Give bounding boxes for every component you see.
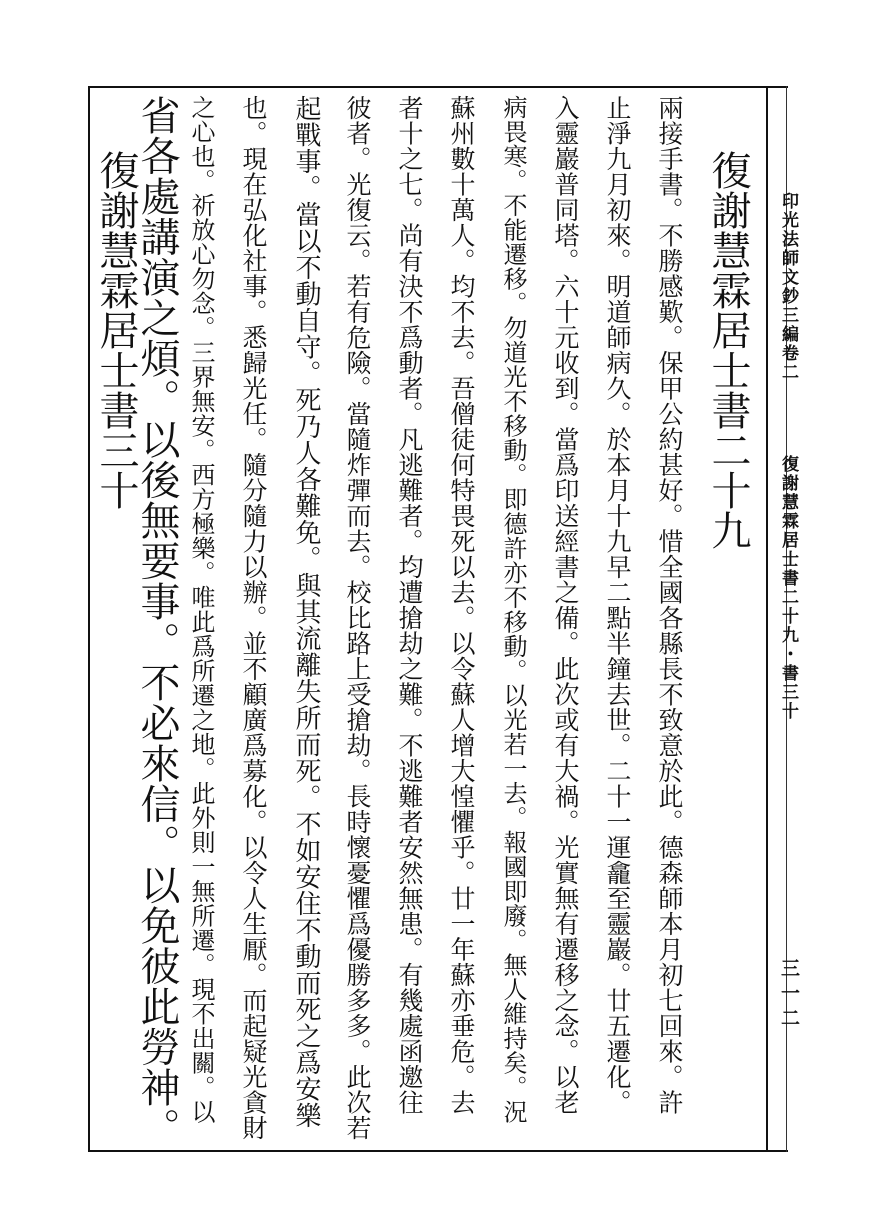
frame-bottom-rule xyxy=(88,1150,788,1152)
frame-top-rule xyxy=(88,86,788,88)
body-line: 彼者。光復云。若有危險。當隨炸彈而去。校比路上受搶劫。長時懷憂懼爲優勝多多。此次若 xyxy=(343,95,372,1141)
body-line: 入靈巖普同塔。六十元收到。當爲印送經書之備。此次或有大禍。光實無有遷移之念。以老 xyxy=(551,95,580,1115)
letter-29-title: 復謝慧霖居士書二十九 xyxy=(705,150,751,550)
margin-divider-rule xyxy=(766,86,768,1152)
body-line: 止淨九月初來。明道師病久。於本月十九早二點半鐘去世。二十一運龕至靈巖。廿五遷化。 xyxy=(603,95,632,1115)
body-line: 也。現在弘化社事。悉歸光任。隨分隨力以辦。並不顧廣爲募化。以令人生厭。而起疑光貪財 xyxy=(239,95,268,1141)
page-number: 三一二 xyxy=(778,958,800,1033)
body-line: 病畏寒。不能遷移。勿道光不移動。即德許亦不移動。以光若一去。報國即廢。無人維持矣。況 xyxy=(499,95,527,1124)
frame-left-rule xyxy=(88,86,90,1152)
letter-30-title: 復謝慧霖居士書三十 xyxy=(93,150,139,510)
body-line: 蘇州數十萬人。均不去。吾僧徒何特畏死以去。以令蘇人增大惶懼乎。廿一年蘇亦垂危。去 xyxy=(447,95,476,1115)
book-title: 印光法師文鈔三編卷二 xyxy=(778,192,798,382)
body-line: 之心也。祈放心勿念。三界無安。西方極樂。唯此爲所遷之地。此外則一無所遷。現不出關。以 xyxy=(187,95,215,1124)
body-line: 起戰事。當以不動自守。死乃人各難免。與其流離失所而死。不如安住不動而死之爲安樂 xyxy=(291,95,321,1129)
body-line: 者十之七。尚有決不爲動者。凡逃難者。均遭搶劫之難。不逃難者安然無患。有幾處函邀往 xyxy=(395,95,424,1115)
body-line: 兩接手書。不勝感歎。保甲公約甚好。惜全國各縣長不致意於此。德森師本月初七回來。許 xyxy=(655,95,684,1115)
section-title: 復謝慧霖居士書二十九・書三十 xyxy=(778,455,798,721)
body-line: 省各處講演之煩。以後無要事。不必來信。以免彼此勞神。 xyxy=(134,95,180,1148)
